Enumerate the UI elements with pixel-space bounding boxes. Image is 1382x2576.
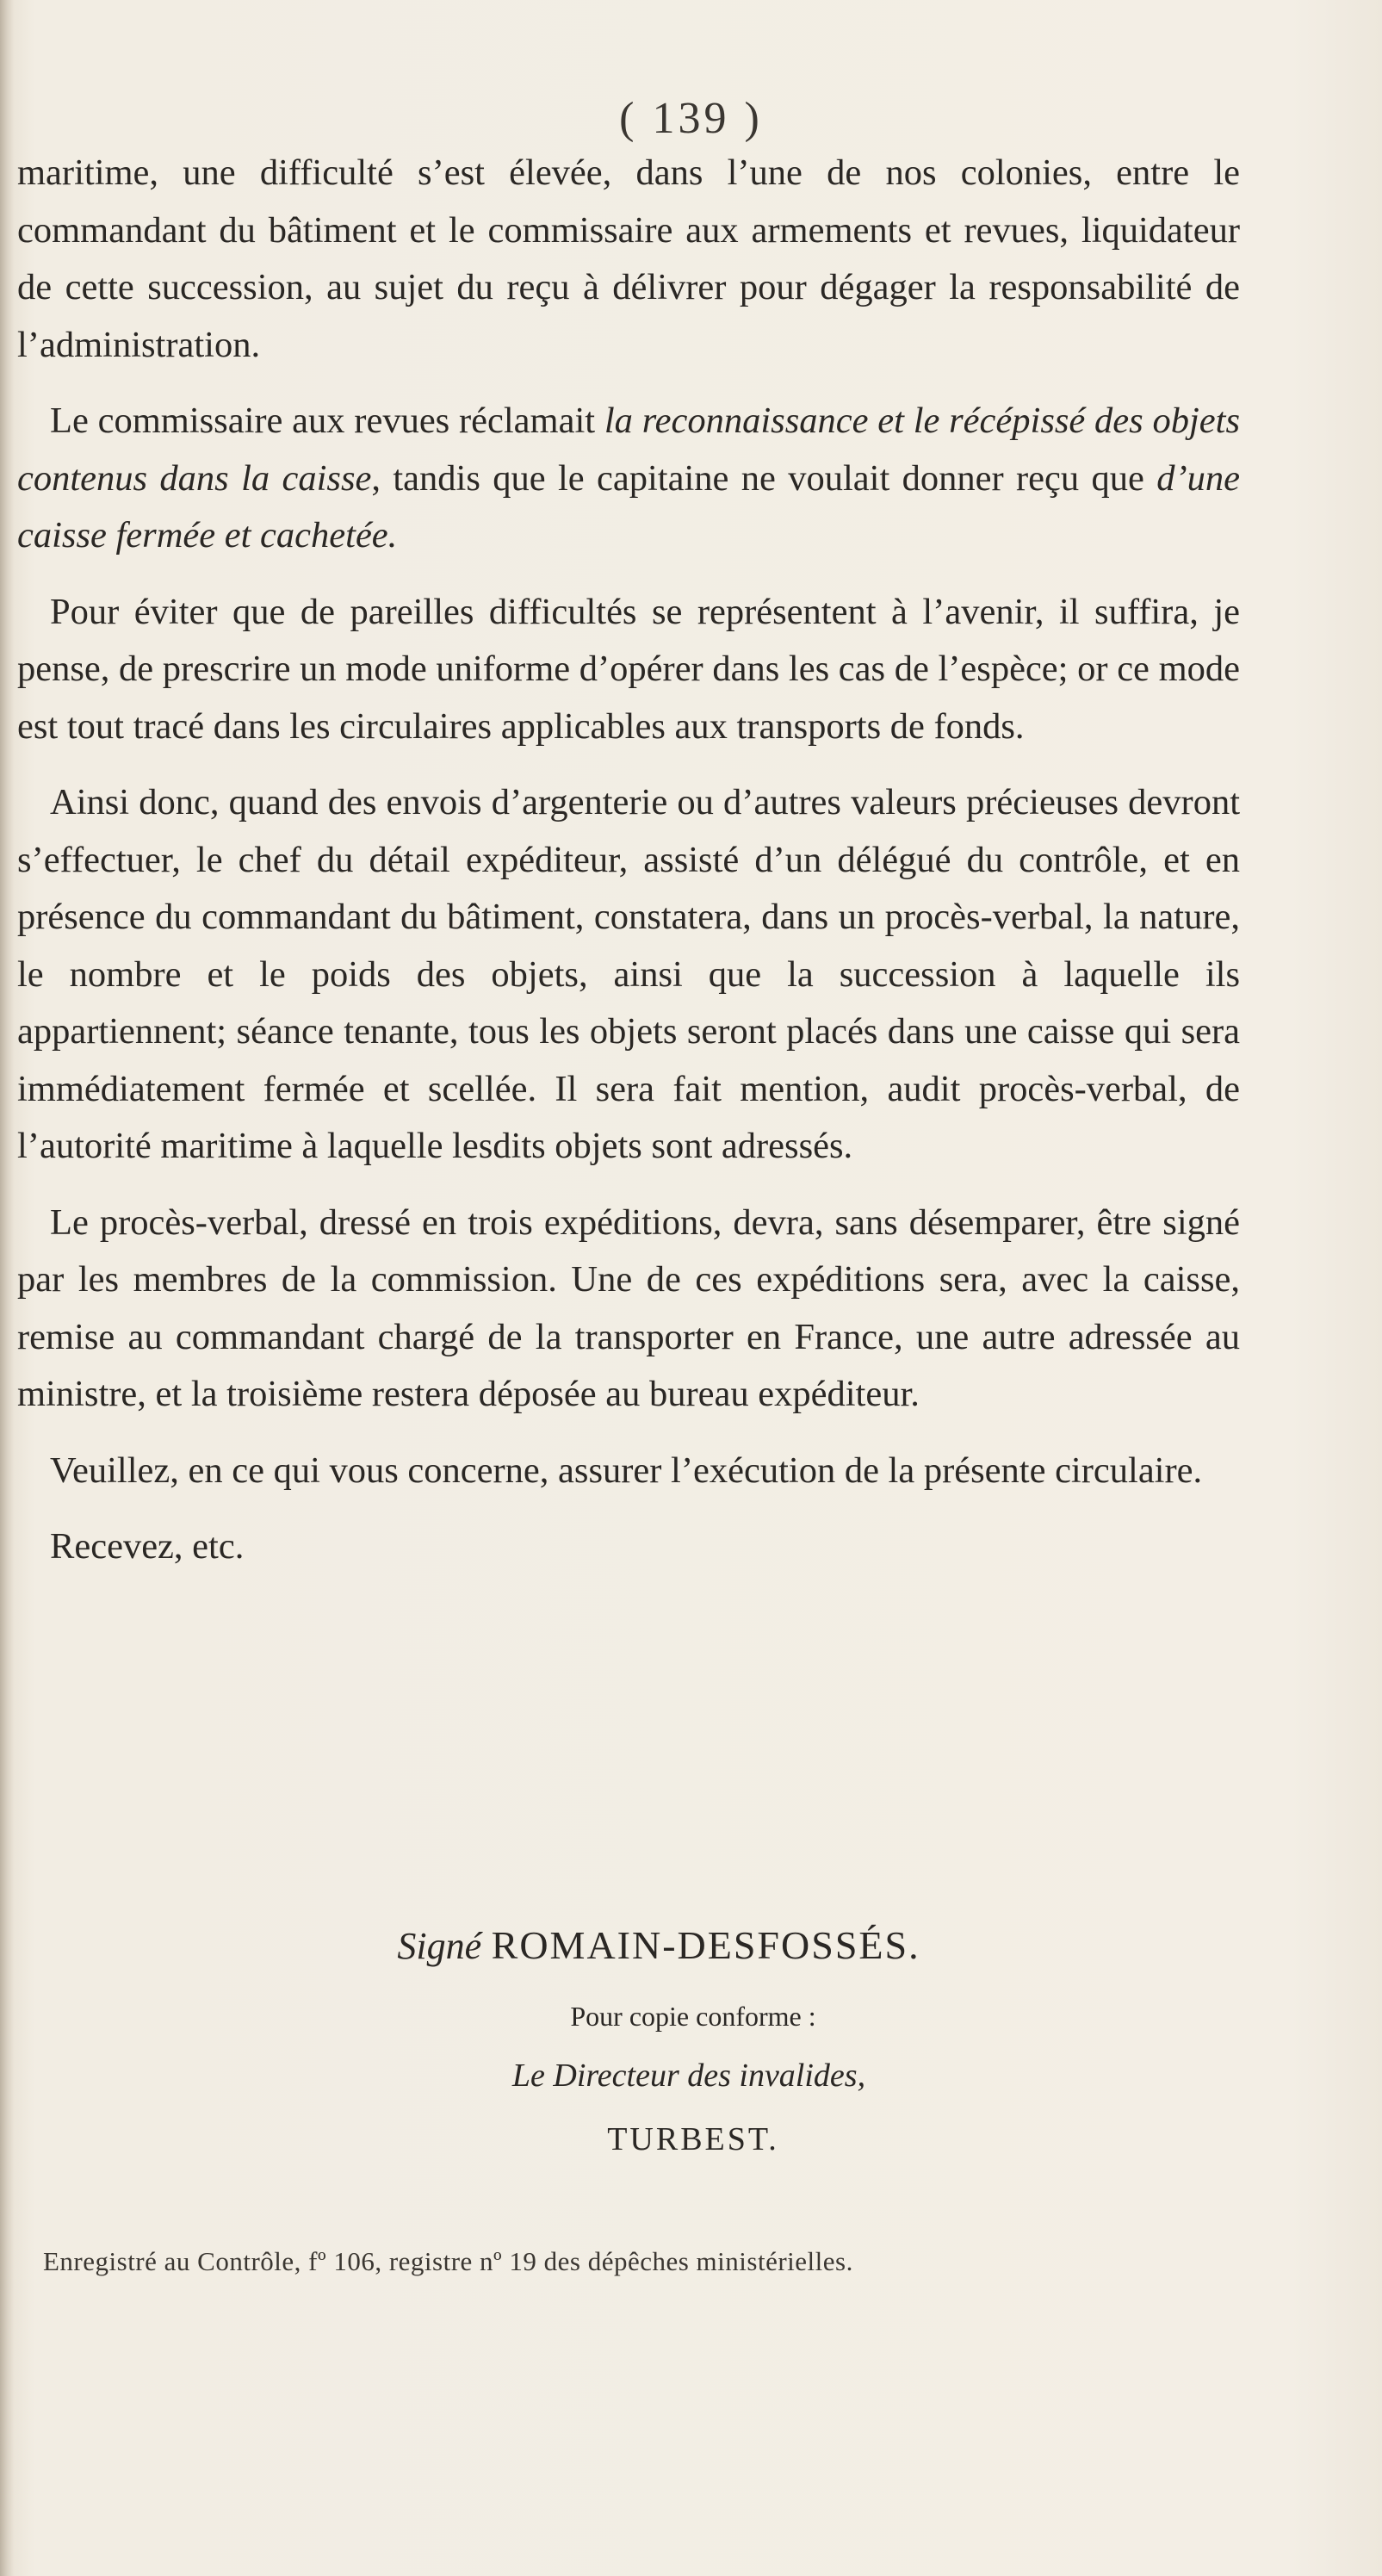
copy-conforme-label: Pour copie conforme : [570,2001,816,2032]
paragraph [17,584,1240,756]
director-name: TURBEST. [607,2121,779,2157]
italic-text-segment: d’une caisse fermée et cachetée. [17,457,1240,556]
signed-label: Signé [397,1925,482,1967]
paragraph [17,145,1240,374]
paragraph [17,1443,1240,1500]
text-segment: Le commissaire aux revues réclamait [50,400,604,441]
text-segment: Pour éviter que de pareilles difficultés se représentent à l’avenir, il suffira, je pense, de prescrire un mode uniforme d’opérer dans les cas de l’espèce; or ce mode est tout tracé dans les circulaires applicables aux transports de fonds. [17,591,1240,747]
text-segment: Ainsi donc, quand des envois d’argenterie ou d’autres valeurs précieuses devront s’effectuer, le chef du détail expéditeur, assisté d’un délégué du contrôle, et en présence du commandant du bâtiment, constatera, dans un procès-verbal, la nature, le nombre et le poids des objets, ainsi que la succession à laquelle ils appartiennent; séance tenante, tous les objets seront placés dans une caisse qui sera immédiatement fermée et scellée. Il sera fait mention, audit procès-verbal, de l’autorité maritime à laquelle lesdits objets sont adressés. [17,782,1240,1166]
paragraph [17,774,1240,1176]
paragraph [17,1195,1240,1424]
text-segment: Recevez, etc. [50,1526,245,1567]
italic-text-segment: la reconnaissance et le récépissé des objets contenus dans la caisse [17,400,1240,499]
signer-name: ROMAIN-DESFOSSÉS. [491,1923,920,1967]
text-segment: , tandis que le capitaine ne voulait donner reçu que [371,457,1157,499]
binding-gutter [0,0,14,2576]
signature-block [17,1922,1240,2158]
text-segment: Veuillez, en ce qui vous concerne, assurer l’exécution de la présente circulaire. [50,1449,1203,1491]
signature-line [77,1922,1240,1968]
registration-footnote: Enregistré au Contrôle, fº 106, registre nº 19 des dépêches ministérielles. [43,2246,853,2276]
director-title: Le Directeur des invalides, [511,2058,866,2094]
paragraph [17,393,1240,565]
paragraph [17,1518,1240,1576]
body-text [17,145,1240,1576]
text-segment: Le procès-verbal, dressé en trois expéditions, devra, sans désemparer, être signé par les membres de la commission. Une de ces expéditions sera, avec la caisse, remise au commandant chargé de la transporter en France, une autre adressée au ministre, et la troisième restera déposée au bureau expéditeur. [17,1201,1240,1414]
page-number: ( 139 ) [619,94,763,143]
text-segment: maritime, une difficulté s’est élevée, dans l’une de nos colonies, entre le commandant du bâtiment et le commissaire aux armements et revues, liquidateur de cette succession, au sujet du reçu à délivrer pour dégager la responsabilité de l’administration. [17,152,1240,365]
